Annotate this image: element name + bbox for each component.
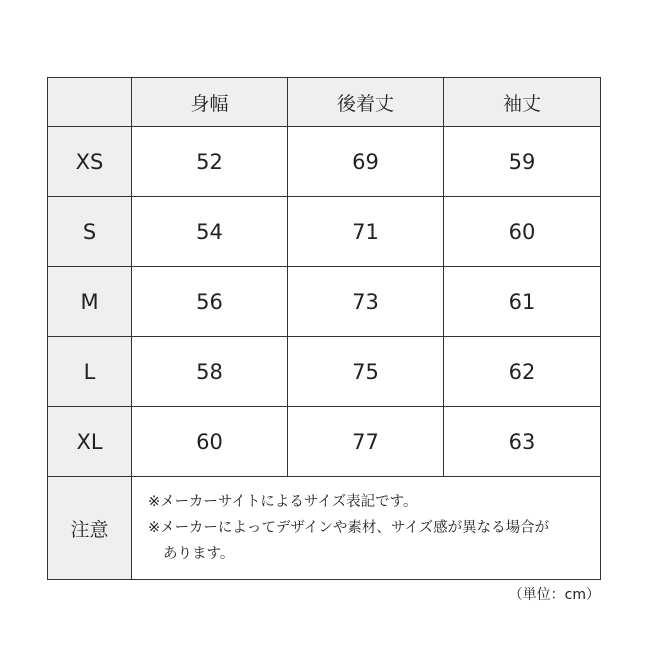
- table-row: [48, 267, 601, 337]
- note-line: ※メーカーによってデザインや素材、サイズ感が異なる場合が: [148, 520, 550, 536]
- header-corner-cell: [48, 78, 132, 127]
- size-label: S: [48, 197, 132, 267]
- size-label: XS: [48, 127, 132, 197]
- notes-cell: [132, 477, 601, 580]
- size-label: L: [48, 337, 132, 407]
- sleeve-length-value: 63: [444, 407, 601, 477]
- note-line: あります。: [163, 546, 235, 562]
- table-row: [48, 337, 601, 407]
- chest-width-value: 54: [132, 197, 288, 267]
- table-row: [48, 127, 601, 197]
- back-length-value: 75: [288, 337, 444, 407]
- chest-width-value: 58: [132, 337, 288, 407]
- header-sleeve-length: 袖丈: [444, 78, 601, 127]
- chest-width-value: 56: [132, 267, 288, 337]
- chest-width-value: 60: [132, 407, 288, 477]
- size-table: [47, 77, 601, 580]
- header-back-length: 後着丈: [288, 78, 444, 127]
- chest-width-value: 52: [132, 127, 288, 197]
- table-row: [48, 407, 601, 477]
- back-length-value: 73: [288, 267, 444, 337]
- back-length-value: 77: [288, 407, 444, 477]
- notes-label: 注意: [48, 477, 132, 580]
- note-line: ※メーカーサイトによるサイズ表記です。: [148, 494, 418, 510]
- table-row: [48, 197, 601, 267]
- sleeve-length-value: 59: [444, 127, 601, 197]
- header-chest-width: 身幅: [132, 78, 288, 127]
- unit-note: （単位：cm）: [508, 587, 600, 603]
- sleeve-length-value: 62: [444, 337, 601, 407]
- size-label: XL: [48, 407, 132, 477]
- header-row: [48, 78, 601, 127]
- notes-row: [48, 477, 601, 580]
- sleeve-length-value: 61: [444, 267, 601, 337]
- back-length-value: 71: [288, 197, 444, 267]
- sleeve-length-value: 60: [444, 197, 601, 267]
- back-length-value: 69: [288, 127, 444, 197]
- size-label: M: [48, 267, 132, 337]
